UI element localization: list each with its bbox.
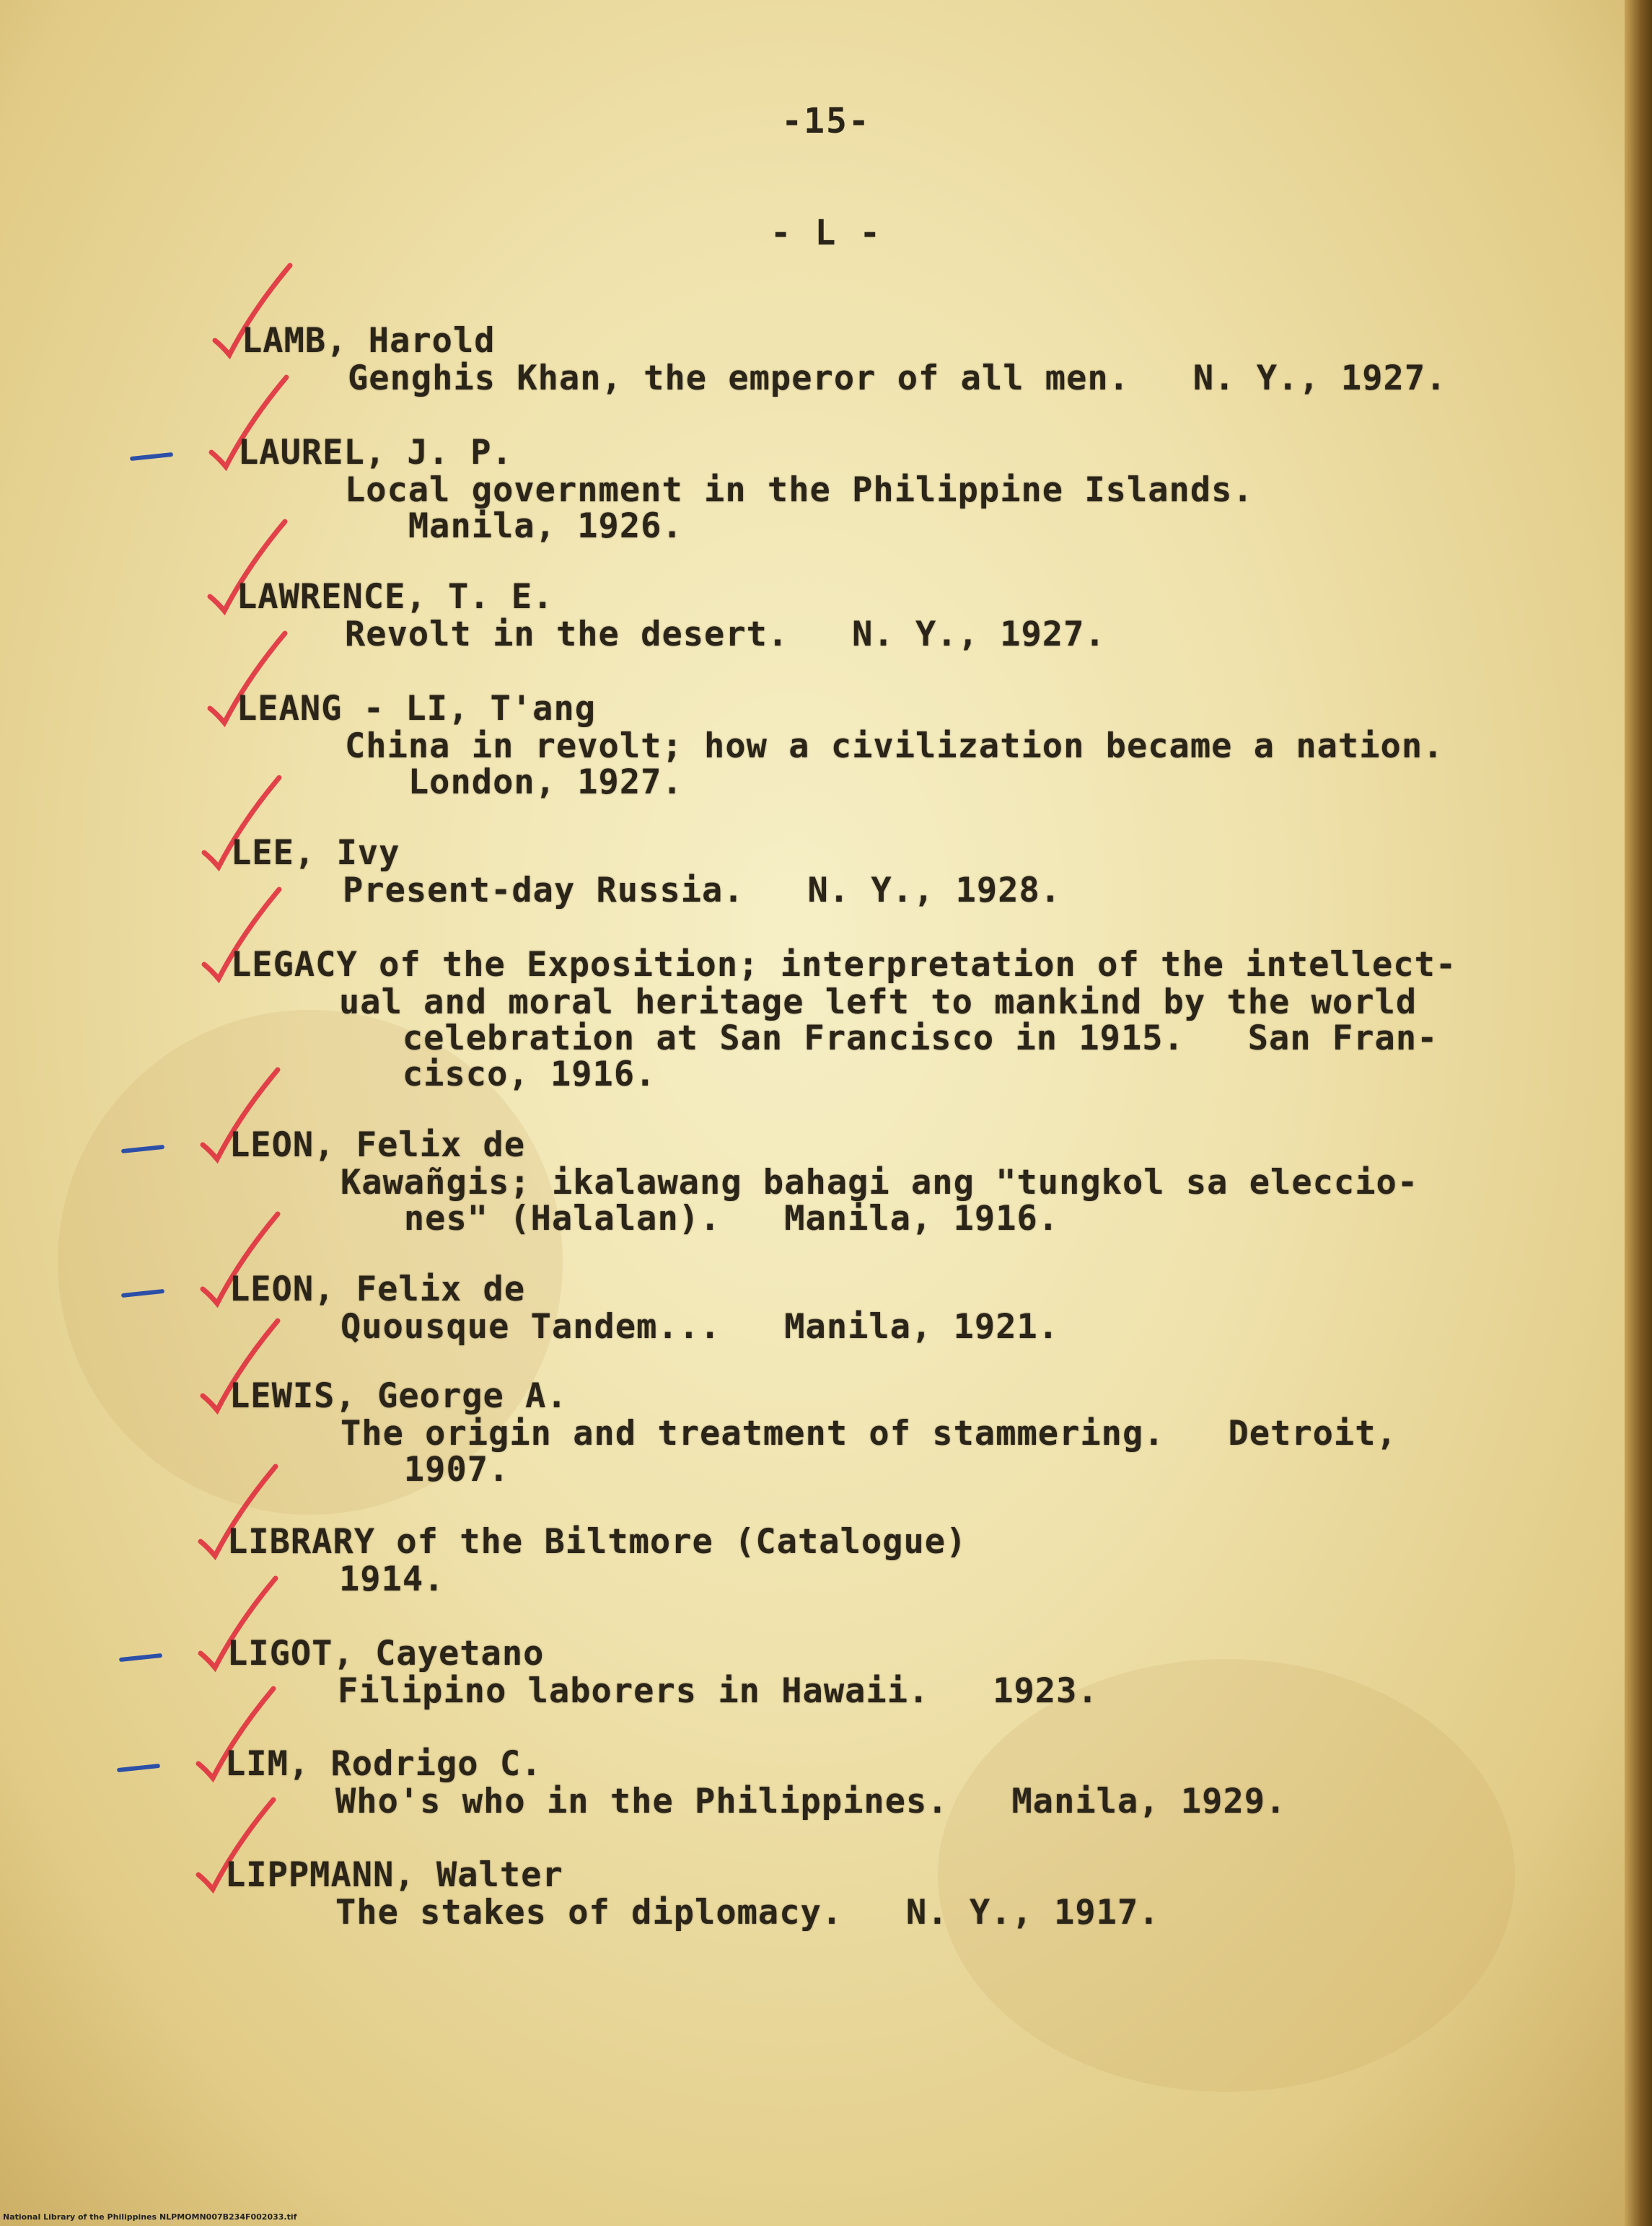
entry-heading: LEWIS, George A. [229, 1376, 568, 1416]
entry-detail-line: celebration at San Francisco in 1915. San Fran- [339, 1019, 1438, 1058]
blue-dash-mark [119, 1653, 162, 1662]
entry-detail-line: Manila, 1926. [345, 506, 683, 546]
entry-heading: LIPPMANN, Walter [225, 1855, 563, 1895]
entry-heading: LIM, Rodrigo C. [225, 1744, 542, 1784]
entry-heading: LEANG - LI, T'ang [237, 689, 597, 729]
entry-detail-line: The origin and treatment of stammering. Detroit, [340, 1414, 1397, 1453]
entry-detail-line: Who's who in the Philippines. Manila, 1929. [335, 1782, 1287, 1821]
entry-heading: LEON, Felix de [229, 1125, 526, 1165]
entry-detail-line: China in revolt; how a civilization became a nation. [345, 726, 1444, 766]
scan-footer: National Library of the Philippines NLPMOMN007B234F002033.tif [3, 2212, 297, 2222]
entry-heading: LAUREL, J. P. [238, 433, 513, 472]
entry-detail-line: Filipino laborers in Hawaii. 1923. [338, 1671, 1099, 1711]
binding-edge [1625, 0, 1652, 2226]
page-number: -15- [781, 101, 871, 141]
entry-detail-line: Present-day Russia. N. Y., 1928. [343, 871, 1062, 910]
entry-detail-line: 1907. [340, 1450, 510, 1490]
blue-dash-mark [117, 1764, 160, 1772]
entry-heading: LEGACY of the Exposition; interpretation of the intellect- [231, 945, 1457, 985]
entry-heading: LEON, Felix de [229, 1270, 526, 1309]
entry-detail-line: cisco, 1916. [339, 1055, 656, 1094]
entry-heading: LIGOT, Cayetano [227, 1634, 545, 1673]
entry-detail-line: nes" (Halalan). Manila, 1916. [340, 1199, 1060, 1239]
entry-heading: LAWRENCE, T. E. [237, 577, 554, 617]
entry-detail-line: Genghis Khan, the emperor of all men. N. Y., 1927. [348, 358, 1447, 398]
blue-dash-mark [130, 452, 173, 461]
entry-detail-line: Quousque Tandem... Manila, 1921. [340, 1307, 1060, 1347]
entry-detail-line: ual and moral heritage left to mankind by the world [339, 982, 1418, 1022]
entry-heading: LEE, Ivy [231, 833, 400, 873]
entry-detail-line: 1914. [339, 1559, 445, 1599]
section-letter: - L - [770, 213, 882, 253]
paper-stain [938, 1659, 1515, 2092]
entry-heading: LIBRARY of the Biltmore (Catalogue) [227, 1522, 967, 1562]
entry-detail-line: The stakes of diplomacy. N. Y., 1917. [335, 1893, 1160, 1932]
entry-detail-line: Local government in the Philippine Islands. [345, 470, 1254, 510]
entry-detail-line: Kawañgis; ikalawang bahagi ang "tungkol sa eleccio- [340, 1163, 1419, 1202]
entry-detail-line: London, 1927. [345, 762, 683, 802]
entry-detail-line: Revolt in the desert. N. Y., 1927. [345, 615, 1106, 654]
entry-heading: LAMB, Harold [242, 321, 496, 361]
